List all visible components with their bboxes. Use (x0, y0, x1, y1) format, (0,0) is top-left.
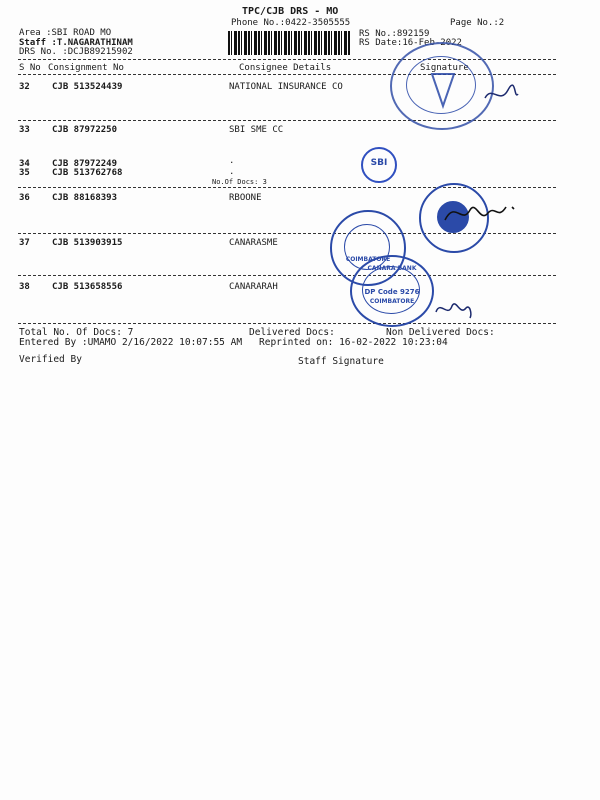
row-sno: 38 (19, 282, 30, 292)
table-end-divider (18, 323, 556, 324)
phone-number: Phone No.:0422-3505555 (231, 18, 351, 28)
row-consignee: . (229, 156, 235, 166)
row-consignee: . (229, 167, 235, 177)
row-consignment: CJB 88168393 (52, 193, 118, 203)
row-consignment: CJB 513903915 (52, 238, 123, 248)
non-delivered-docs: Non Delivered Docs: (386, 327, 495, 338)
row-consignment: CJB 513762768 (52, 168, 123, 178)
drs-number: DRS No. :DCJB89215902 (19, 47, 133, 57)
row-sno: 34 (19, 159, 30, 169)
row-divider (18, 187, 556, 188)
stamp-city: COIMBATORE (345, 256, 391, 263)
no-of-docs-note: No.Of Docs: 3 (212, 178, 267, 186)
document-title: TPC/CJB DRS - MO (242, 6, 339, 17)
col-consignment: Consignment No (48, 63, 124, 73)
entered-by: Entered By :UMAMO 2/16/2022 10:07:55 AM (19, 337, 243, 348)
row-sno: 33 (19, 125, 30, 135)
col-consignee: Consignee Details (239, 63, 332, 73)
rs-date: RS Date:16-Feb-2022 (359, 38, 462, 48)
rubber-stamp (390, 42, 494, 130)
row-consignee: CANARARAH (229, 282, 278, 292)
page-number: Page No.:2 (450, 18, 505, 28)
signature-mark (440, 195, 520, 235)
row-consignment: CJB 87972249 (52, 159, 118, 169)
verified-by: Verified By (19, 354, 82, 365)
row-consignee: NATIONAL INSURANCE CO (229, 82, 343, 92)
area-label: Area :SBI ROAD MO (19, 28, 112, 38)
total-docs: Total No. Of Docs: 7 (19, 327, 134, 338)
sbi-stamp-label: SBI (370, 158, 388, 168)
reprinted-on: Reprinted on: 16-02-2022 10:23:04 (259, 337, 448, 348)
row-consignment: CJB 87972250 (52, 125, 118, 135)
row-consignee: SBI SME CC (229, 125, 284, 135)
stamp-dp-city: COIMBATORE (369, 298, 415, 305)
rs-number: RS No.:892159 (359, 29, 430, 39)
row-sno: 37 (19, 238, 30, 248)
row-sno: 35 (19, 168, 30, 178)
signature-mark (430, 294, 475, 324)
row-consignment: CJB 513658556 (52, 282, 123, 292)
barcode (228, 31, 350, 55)
row-consignment: CJB 513524439 (52, 82, 123, 92)
row-sno: 32 (19, 82, 30, 92)
row-sno: 36 (19, 193, 30, 203)
sbi-stamp (361, 147, 397, 183)
dp-code-stamp (350, 255, 434, 327)
row-consignee: RBOONE (229, 193, 262, 203)
col-sno: S No (19, 63, 41, 73)
delivered-docs: Delivered Docs: (249, 327, 335, 338)
stamp-bank-name: CANARA BANK (367, 265, 417, 272)
stamp-emblem-icon (392, 44, 492, 128)
signature-mark (480, 80, 520, 110)
staff-label: Staff :T.NAGARATHINAM (19, 38, 133, 48)
col-signature: Signature (420, 63, 469, 73)
row-consignee: CANARASME (229, 238, 278, 248)
row-divider (18, 275, 556, 276)
staff-signature-label: Staff Signature (298, 356, 384, 367)
stamp-dp-code: DP Code 9276 (364, 288, 420, 296)
